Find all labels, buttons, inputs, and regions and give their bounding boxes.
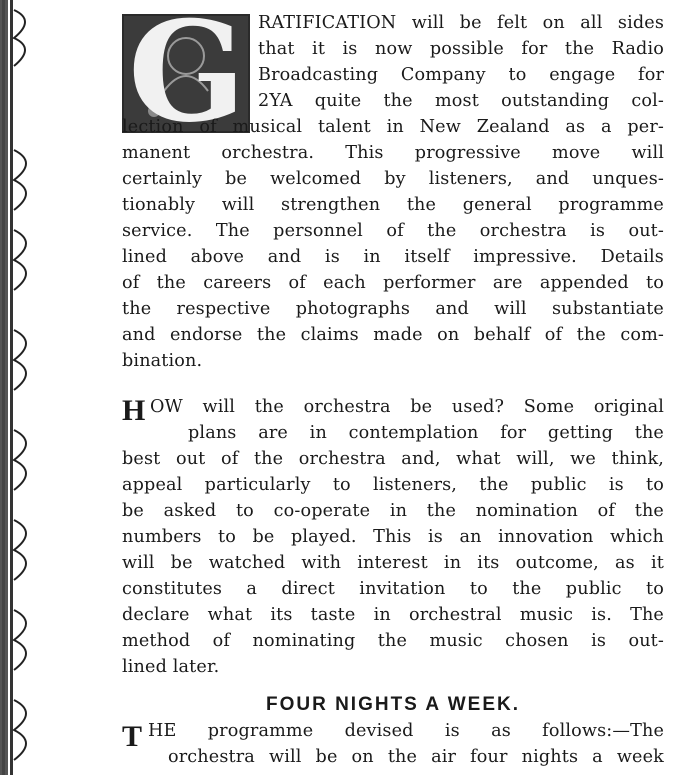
para3-line-2: orchestra will be on the air four nights a week — [168, 747, 664, 767]
para1-line-9: service. The personnel of the orchestra is out- — [122, 221, 664, 241]
ornamental-border — [0, 0, 46, 775]
para1-line-13: and endorse the claims made on behalf of the com- — [122, 325, 664, 345]
para1-line-1: RATIFICATION will be felt on all sides — [258, 13, 664, 33]
para1-line-12: the respective photographs and will substantiate — [122, 299, 664, 319]
para2-line-4: appeal particularly to listeners, the public is to — [122, 475, 664, 495]
dropcap-letter: G — [128, 14, 247, 133]
para2-line-5: be asked to co-operate in the nomination of the — [122, 501, 664, 521]
para2-initial: H — [122, 394, 146, 427]
para1-line-8: tionably will strengthen the general programme — [122, 195, 664, 215]
para1-line-2: that it is now possible for the Radio — [258, 39, 664, 59]
para3-line-1: HE programme devised is as follows:—The — [148, 721, 664, 741]
section-heading: FOUR NIGHTS A WEEK. — [265, 694, 521, 715]
para1-line-6: manent orchestra. This progressive move will — [122, 143, 664, 163]
para2-line-10: method of nominating the music chosen is out- — [122, 631, 664, 651]
para1-line-3: Broadcasting Company to engage for — [258, 65, 664, 85]
para1-line-7: certainly be welcomed by listeners, and unques- — [122, 169, 664, 189]
para1-line-4: 2YA quite the most outstanding col- — [258, 91, 664, 111]
para1-line-11: of the careers of each performer are appended to — [122, 273, 664, 293]
para1-line-10: lined above and is in itself impressive. Details — [122, 247, 664, 267]
para2-line-8: constitutes a direct invitation to the public to — [122, 579, 664, 599]
para2-line-3: best out of the orchestra and, what will, we think, — [122, 449, 664, 469]
para2-line-1: OW will the orchestra be used? Some original — [150, 397, 664, 417]
para2-line-9: declare what its taste in orchestral music is. The — [122, 605, 664, 625]
para1-line-5: lection of musical talent in New Zealand as a per- — [122, 117, 664, 137]
para2-line-7: will be watched with interest in its outcome, as it — [122, 553, 664, 573]
para1-line-14: bination. — [122, 351, 203, 371]
para2-line-6: numbers to be played. This is an innovation which — [122, 527, 664, 547]
para2-line-2: plans are in contemplation for getting the — [188, 423, 664, 443]
para3-initial: T — [122, 720, 143, 753]
para2-line-11: lined later. — [122, 657, 220, 677]
